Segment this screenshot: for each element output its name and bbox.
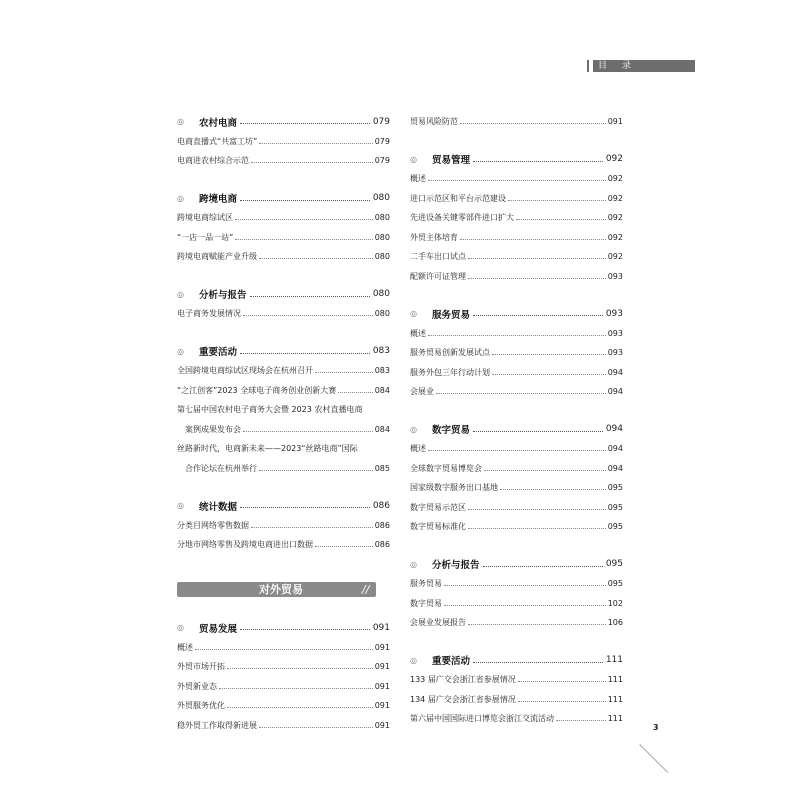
entry-title: 服务贸易创新发展试点 [410,348,490,358]
entry-page-number: 080 [374,252,390,262]
toc-entry [410,247,623,267]
toc-entry [177,696,390,716]
entry-title: 数字贸易示范区 [410,502,466,512]
entry-title: 配额许可证管理 [410,271,466,281]
entry-title: 服务外包三年行动计划 [410,367,490,377]
entry-title: 会展业发展报告 [410,618,466,628]
dot-leader [315,372,373,373]
toc-section-heading [410,555,623,575]
toc-entry [410,709,623,729]
toc-entry [410,169,623,189]
section-bullet-icon: ◎ [177,193,184,203]
dot-leader [240,200,370,201]
entry-title: 全国跨境电商综试区现场会在杭州召开 [177,366,313,376]
toc-entry [410,478,623,498]
toc-right-column [410,112,623,729]
toc-entry [410,228,623,248]
corner-decoration-line [639,744,668,773]
toc-entry [177,381,390,401]
entry-title: 全球数字贸易博览会 [410,463,482,473]
entry-page-number: 092 [607,174,623,184]
toc-spacer [177,171,390,189]
entry-page-number: 095 [607,502,623,512]
entry-title: 案例成果发布会 [185,424,241,434]
dot-leader [259,470,373,471]
toc-section-heading [410,420,623,440]
section-page-number: 080 [372,193,390,204]
dot-leader [243,315,373,316]
entry-page-number: 084 [374,385,390,395]
dot-leader [556,720,606,721]
toc-entry [410,690,623,710]
page-number: 3 [653,723,659,732]
dot-leader [518,701,606,702]
entry-title: 贸易风险防范 [410,117,458,127]
toc-section-heading [177,618,390,638]
dot-leader [428,180,606,181]
dot-leader [235,239,372,240]
entry-title: 丝路新时代，电商新未来——2023“丝路电商”国际 [177,444,358,454]
section-title: 统计数据 [199,501,238,513]
entry-page-number: 092 [607,193,623,203]
section-bullet-icon: ◎ [177,346,184,356]
entry-page-number: 093 [607,328,623,338]
section-page-number: 086 [372,500,390,511]
entry-title: 外贸市场开拓 [177,662,225,672]
section-page-number: 092 [605,154,623,165]
dot-leader [492,374,606,375]
entry-page-number: 083 [374,366,390,376]
toc-entry [177,228,390,248]
toc-entry [177,247,390,267]
entry-page-number: 093 [607,271,623,281]
entry-page-number: 080 [374,309,390,319]
dot-leader [251,527,373,528]
toc-spacer [410,537,623,555]
entry-page-number: 091 [374,642,390,652]
toc-entry [177,657,390,677]
dot-leader [484,470,606,471]
entry-page-number: 095 [607,483,623,493]
entry-page-number: 111 [607,694,623,704]
section-page-number: 080 [372,289,390,300]
dot-leader [240,507,370,508]
section-page-number: 079 [372,116,390,127]
section-bullet-icon: ◎ [410,154,417,164]
dot-leader [516,219,606,220]
dot-leader [235,219,373,220]
entry-title: 二手车出口试点 [410,252,466,262]
dot-leader [315,546,373,547]
entry-title: 概述 [410,328,426,338]
entry-title: 国家级数字服务出口基地 [410,483,498,493]
toc-entry [410,498,623,518]
section-bullet-icon: ◎ [410,559,417,569]
chapter-title: 对外贸易 [259,583,303,596]
dot-leader [428,450,606,451]
entry-title: 会展业 [410,387,434,397]
dot-leader [468,624,606,625]
dot-leader [259,258,373,259]
toc-entry [410,343,623,363]
entry-title: 电子商务发展情况 [177,309,241,319]
entry-title: 概述 [410,174,426,184]
entry-page-number: 092 [607,252,623,262]
entry-page-number: 106 [607,618,623,628]
entry-title: 134 届广交会浙江省参展情况 [410,694,516,704]
toc-spacer [177,267,390,285]
dot-leader [460,123,606,124]
toc-entry [410,189,623,209]
toc-entry [410,382,623,402]
dot-leader [473,431,603,432]
dot-leader [492,354,606,355]
toc-entry [410,439,623,459]
dot-leader [444,585,606,586]
entry-title: 先进设备关键零部件进口扩大 [410,213,514,223]
entry-title: 133 届广交会浙江省参展情况 [410,675,516,685]
section-page-number: 093 [605,308,623,319]
toc-entry [177,535,390,555]
dot-leader [338,392,373,393]
dot-leader [468,258,606,259]
dot-leader [251,162,373,163]
entry-page-number: 093 [607,348,623,358]
entry-page-number: 084 [374,424,390,434]
section-bullet-icon: ◎ [410,309,417,319]
toc-section-heading [410,651,623,671]
entry-page-number: 091 [374,662,390,672]
entry-page-number: 086 [374,540,390,550]
entry-page-number: 095 [607,579,623,589]
section-page-number: 083 [372,346,390,357]
entry-title: 概述 [177,642,193,652]
toc-spacer [177,478,390,496]
toc-entry [177,361,390,381]
toc-entry [410,613,623,633]
entry-page-number: 080 [374,232,390,242]
dot-leader [483,566,603,567]
dot-leader [243,431,373,432]
entry-title: 跨境电商综试区 [177,213,233,223]
entry-page-number: 095 [607,522,623,532]
toc-entry [410,267,623,287]
toc-spacer [410,286,623,304]
section-page-number: 091 [372,622,390,633]
entry-page-number: 111 [607,714,623,724]
toc-section-heading [177,285,390,305]
dot-leader [468,528,606,529]
toc-entry [410,670,623,690]
toc-entry [410,574,623,594]
toc-entry [177,677,390,697]
entry-title: 跨境电商赋能产业升级 [177,252,257,262]
entry-title: 电商直播式“共富工坊” [177,136,258,146]
entry-title: 外贸新业态 [177,681,217,691]
entry-page-number: 079 [374,136,390,146]
section-bullet-icon: ◎ [410,655,417,665]
dot-leader [259,727,373,728]
entry-page-number: 085 [374,463,390,473]
section-title: 数字贸易 [432,425,471,437]
entry-title: 分类目网络零售数据 [177,520,249,530]
toc-section-heading [177,189,390,209]
entry-page-number: 094 [607,444,623,454]
entry-page-number: 091 [374,681,390,691]
entry-title: 外贸主体培育 [410,232,458,242]
section-title: 重要活动 [199,347,238,359]
dot-leader [240,123,370,124]
toc-left-column [177,112,390,555]
toc-entry [177,132,390,152]
dot-leader [195,649,373,650]
section-bullet-icon: ◎ [177,623,184,633]
entry-title: 外贸服务优化 [177,701,225,711]
entry-page-number: 079 [374,156,390,166]
section-title: 服务贸易 [432,309,471,321]
section-page-number: 094 [605,424,623,435]
entry-title: 合作论坛在杭州举行 [185,463,257,473]
dot-leader [473,315,603,316]
toc-entry [177,638,390,658]
dot-leader [500,489,606,490]
entry-title: 分地市网络零售及跨境电商进出口数据 [177,540,313,550]
entry-page-number: 111 [607,675,623,685]
entry-title: 服务贸易 [410,579,442,589]
section-page-number: 095 [605,559,623,570]
toc-entry-line [177,439,390,459]
entry-title: 第六届中国国际进口博览会浙江交流活动 [410,714,554,724]
toc-entry [410,208,623,228]
section-title: 农村电商 [199,117,238,129]
toc-entry [410,112,623,132]
entry-title: 稳外贸工作取得新进展 [177,720,257,730]
section-page-number: 111 [605,655,623,666]
section-bullet-icon: ◎ [177,117,184,127]
section-title: 贸易发展 [199,623,238,635]
header-marker [587,60,589,72]
section-bullet-icon: ◎ [410,424,417,434]
dot-leader [259,143,372,144]
entry-title: 概述 [410,444,426,454]
toc-spacer [410,402,623,420]
entry-title: “一店一品一站” [177,232,234,242]
dot-leader [518,681,606,682]
toc-entry [177,208,390,228]
toc-spacer [410,633,623,651]
toc-section-heading [177,112,390,132]
toc-entry [177,459,390,479]
toc-entry [410,594,623,614]
chapter-slash-mark: // [362,583,370,596]
dot-leader [444,605,606,606]
dot-leader [219,688,373,689]
section-title: 跨境电商 [199,194,238,206]
dot-leader [250,296,370,297]
toc-section-heading [177,496,390,516]
entry-page-number: 092 [607,232,623,242]
entry-title: 数字贸易 [410,598,442,608]
toc-entry [177,420,390,440]
dot-leader [240,353,370,354]
dot-leader [460,239,606,240]
section-title: 分析与报告 [199,290,247,302]
entry-page-number: 092 [607,213,623,223]
toc-section-heading [410,150,623,170]
entry-page-number: 091 [374,701,390,711]
toc-spacer [410,132,623,150]
dot-leader [473,662,603,663]
dot-leader [468,278,606,279]
entry-page-number: 094 [607,367,623,377]
toc-entry [410,459,623,479]
dot-leader [227,668,373,669]
entry-title: 第七届中国农村电子商务大会暨 2023 农村直播电商 [177,405,363,415]
section-title: 重要活动 [432,656,471,668]
entry-title: 进口示范区和平台示范建设 [410,193,506,203]
toc-spacer [177,324,390,342]
entry-page-number: 091 [374,720,390,730]
section-bullet-icon: ◎ [177,501,184,511]
entry-page-number: 086 [374,520,390,530]
entry-title: “之江创客”2023 全球电子商务创业创新大赛 [177,385,337,395]
toc-section-heading [177,342,390,362]
toc-entry [410,324,623,344]
dot-leader [227,707,373,708]
dot-leader [428,335,606,336]
dot-leader [473,161,603,162]
dot-leader [436,393,606,394]
toc-section-heading [410,304,623,324]
entry-page-number: 091 [607,117,623,127]
toc-entry [410,363,623,383]
toc-entry [177,716,390,736]
toc-entry-line [177,400,390,420]
section-bullet-icon: ◎ [177,289,184,299]
entry-page-number: 094 [607,387,623,397]
toc-entry [177,151,390,171]
toc-left-bottom-column [177,618,390,735]
entry-page-number: 094 [607,463,623,473]
section-title: 分析与报告 [432,560,480,572]
entry-title: 数字贸易标准化 [410,522,466,532]
entry-page-number: 102 [607,598,623,608]
dot-leader [468,509,606,510]
page-header-title: 目 录 [598,61,637,71]
toc-entry [177,304,390,324]
dot-leader [240,629,370,630]
dot-leader [508,200,606,201]
entry-page-number: 080 [374,213,390,223]
entry-title: 电商进农村综合示范 [177,156,249,166]
toc-entry [177,516,390,536]
toc-entry [410,517,623,537]
section-title: 贸易管理 [432,155,471,167]
